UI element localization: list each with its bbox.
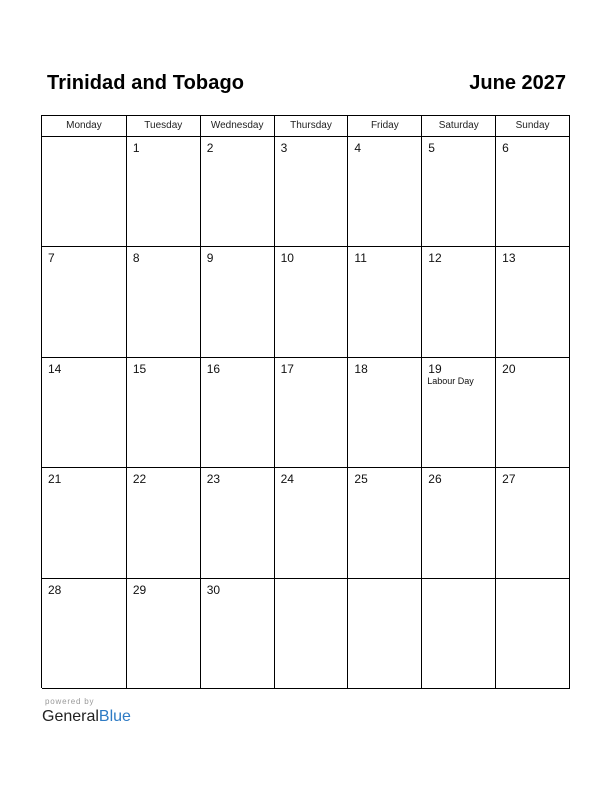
- weekday-header: Tuesday: [127, 116, 201, 137]
- week-row: [42, 579, 570, 689]
- day-cell: [348, 468, 422, 578]
- day-cell: [275, 137, 349, 247]
- day-cell: [348, 358, 422, 468]
- day-cell: [127, 468, 201, 578]
- powered-by-text: powered by: [45, 697, 95, 706]
- holiday-label: Labour Day: [427, 375, 474, 386]
- day-number: 13: [502, 251, 516, 266]
- day-cell: [422, 579, 496, 689]
- day-number: 27: [502, 472, 516, 487]
- day-number: 22: [132, 472, 147, 487]
- day-cell: [496, 247, 570, 357]
- day-cell: [422, 468, 496, 578]
- day-cell: [42, 137, 127, 247]
- day-number: 20: [502, 361, 516, 376]
- day-cell: [348, 579, 422, 689]
- week-row: [42, 137, 570, 247]
- day-number: 26: [428, 472, 442, 487]
- weekday-header: Monday: [42, 116, 127, 137]
- day-number: 28: [48, 582, 62, 597]
- day-cell: [496, 468, 570, 578]
- day-number: 12: [428, 251, 442, 266]
- day-cell: [422, 137, 496, 247]
- week-row: [42, 468, 570, 578]
- day-cell: [275, 358, 349, 468]
- day-cell: [496, 358, 570, 468]
- day-cell: [42, 358, 127, 468]
- day-number: 11: [354, 251, 367, 266]
- day-cell: [201, 579, 275, 689]
- day-number: 23: [206, 472, 221, 487]
- weekday-header: Friday: [348, 116, 422, 137]
- day-cell: [201, 358, 275, 468]
- day-number: 5: [428, 141, 435, 155]
- day-number: 2: [206, 141, 214, 155]
- day-number: 17: [280, 361, 294, 376]
- day-cell: [42, 247, 127, 357]
- day-cell: [127, 579, 201, 689]
- day-number: 8: [132, 251, 140, 266]
- day-cell: [422, 358, 496, 468]
- day-number: 4: [354, 141, 362, 155]
- day-cell: [275, 468, 349, 578]
- day-cell: [496, 579, 570, 689]
- day-number: 25: [354, 472, 368, 487]
- day-cell: [42, 579, 127, 689]
- weeks-container: [42, 137, 570, 689]
- calendar-grid: [41, 115, 570, 688]
- day-number: 30: [206, 582, 221, 597]
- day-number: 21: [48, 472, 62, 487]
- day-number: 1: [132, 141, 140, 155]
- day-cell: [127, 247, 201, 357]
- brand-logo: [42, 708, 131, 726]
- weekday-header-row: [42, 116, 570, 137]
- month-title: June 2027: [469, 72, 566, 94]
- weekday-header: Thursday: [275, 116, 349, 137]
- day-number: 10: [280, 251, 294, 266]
- day-number: 14: [48, 361, 62, 376]
- day-cell: [348, 247, 422, 357]
- day-cell: [201, 468, 275, 578]
- day-number: 9: [206, 251, 214, 266]
- day-cell: [201, 247, 275, 357]
- day-cell: [42, 468, 127, 578]
- brand-general: General: [42, 708, 99, 725]
- day-number: 7: [48, 251, 55, 266]
- day-number: 15: [132, 361, 147, 376]
- day-cell: [275, 247, 349, 357]
- weekday-header: Sunday: [496, 116, 570, 137]
- day-cell: [422, 247, 496, 357]
- day-number: 24: [280, 472, 294, 487]
- brand-blue: Blue: [98, 708, 131, 725]
- weekday-header: Wednesday: [201, 116, 275, 137]
- day-number: 29: [132, 582, 147, 597]
- day-number: 3: [280, 141, 288, 155]
- weekday-header: Saturday: [422, 116, 496, 137]
- country-title: Trinidad and Tobago: [47, 72, 245, 94]
- day-number: 16: [206, 361, 221, 376]
- day-cell: [348, 137, 422, 247]
- day-number: 19: [428, 361, 442, 376]
- day-cell: [496, 137, 570, 247]
- week-row: [42, 358, 570, 468]
- day-cell: [201, 137, 275, 247]
- day-number: 6: [502, 141, 509, 155]
- day-number: 18: [354, 361, 368, 376]
- day-cell: [127, 137, 201, 247]
- day-cell: [127, 358, 201, 468]
- week-row: [42, 247, 570, 357]
- day-cell: [275, 579, 349, 689]
